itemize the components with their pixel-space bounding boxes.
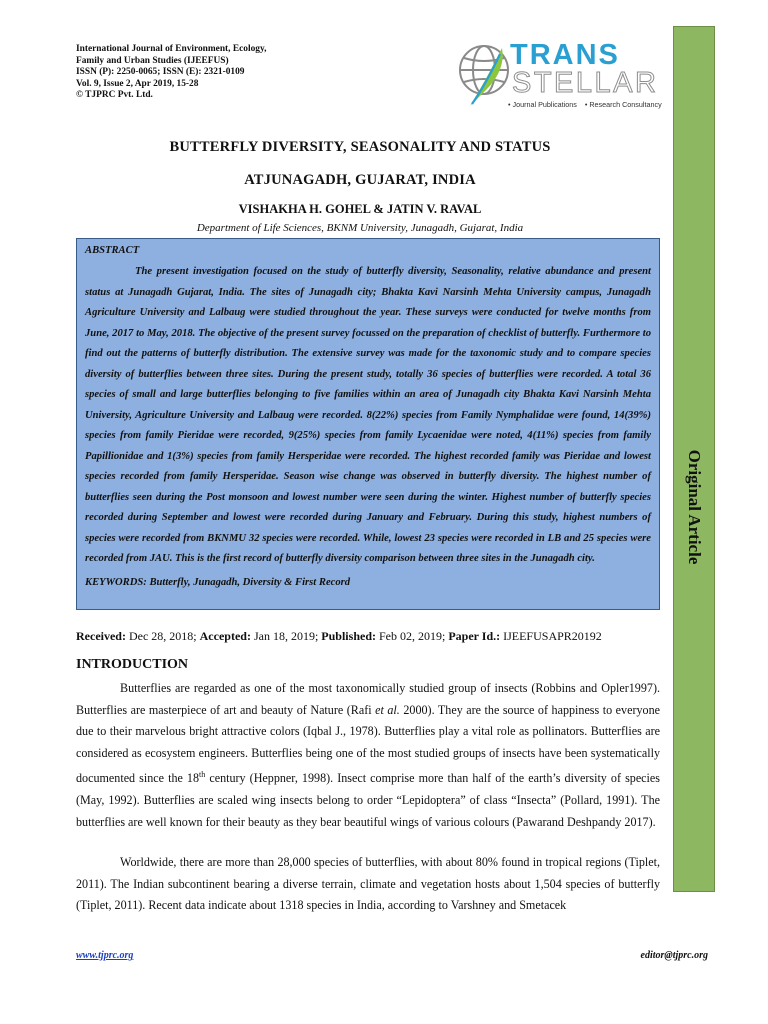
logo-tagline xyxy=(508,100,668,109)
intro-p1-superscript: th xyxy=(199,770,206,780)
logo-tag-publications: • Journal Publications xyxy=(508,100,577,109)
logo-tag-consultancy: • Research Consultancy xyxy=(584,100,662,109)
footer-email: editor@tjprc.org xyxy=(640,950,708,961)
journal-issn: ISSN (P): 2250-0065; ISSN (E): 2321-0109 xyxy=(76,67,245,78)
journal-volume: Vol. 9, Issue 2, Apr 2019, 15-28 xyxy=(76,78,199,89)
intro-paragraph-1 xyxy=(76,678,660,833)
logo-word-trans: TRANS xyxy=(510,39,620,71)
intro-p1-part-c: century (Heppner, 1998). Insect comprise more than half of the earth’s diversity of species (May, 1992). Butterflies are scaled wing insects belong to order “Lepidoptera” of class “Insecta” (Pollard, 1991). The butterflies are well known for their beauty as they bear beautiful wings of various colours (Pawarand Deshpandy 2017). xyxy=(76,771,660,829)
journal-copyright: © TJPRC Pvt. Ltd. xyxy=(76,90,153,101)
paper-title-line2: ATJUNAGADH, GUJARAT, INDIA xyxy=(244,172,476,188)
authors: VISHAKHA H. GOHEL & JATIN V. RAVAL xyxy=(238,202,482,216)
abstract-box xyxy=(76,238,660,610)
journal-info xyxy=(76,44,266,102)
transstellar-logo xyxy=(456,38,676,114)
section-heading-introduction: INTRODUCTION xyxy=(76,657,189,672)
accepted-label: Accepted: xyxy=(199,629,251,643)
paper-id-label: Paper Id.: xyxy=(448,629,501,643)
globe-leaf-icon xyxy=(456,40,512,112)
affiliation: Department of Life Sciences, BKNM University, Junagadh, Gujarat, India xyxy=(196,222,524,234)
abstract-heading: ABSTRACT xyxy=(85,245,140,256)
footer-website-link[interactable]: www.tjprc.org xyxy=(76,950,134,961)
abstract-text: The present investigation focused on the study of butterfly diversity, Seasonality, relative abundance and present status at Junagadh Gujarat, India. The sites of Junagadh city; Bhakta Kavi Narsinh Mehta University campus, Junagadh Agriculture University and Lalbaug were studied throughout the year. These surveys were conducted for twelve months from June, 2017 to May, 2018. The objective of the present survey focussed on the preparation of checklist of butterfly. Furthermore to find out the patterns of butterfly distribution. The extensive survey was made for the taxonomic study and to compare species diversity of butterflies between three sites. During the present study, totally 36 species of butterflies were recorded. A total 36 species of small and large butterflies belonging to five families within an area of Junagadh city Bhakta Kavi Narsinh Mehta University, Agriculture University and Lalbaug were recorded. 8(22%) species from Family Nymphalidae were found, 14(39%) species from family Pieridae were recorded, 9(25%) species from family Lycaenidae were noted, 4(11%) species from family Papillionidae and 1(3%) species from family Hersperidae were recorded. The highest recorded family was Pieridae and lowest species recorded from family Hersperidae. Season wise change was observed in butterfly diversity. The highest number of butterflies seen during the Post monsoon and lowest number were seen during the winter. Highest number of butterfly species recorded during September and lowest were recorded during January and February. During this study, highest numbers of species were recorded from BKNMU 32 species were recorded. While, lowest 23 species were recorded in LB and 25 species were recorded from JAU. This is the first record of butterfly diversity comparison between three sites in the Junagadh city. xyxy=(85,266,651,564)
received-label: Received: xyxy=(76,629,126,643)
journal-name-line2: Family and Urban Studies (IJEEFUS) xyxy=(76,55,229,66)
logo-word-stellar: STELLAR xyxy=(512,67,659,99)
published-date: Feb 02, 2019; xyxy=(378,629,446,643)
intro-p1-etal: et al. xyxy=(375,702,400,717)
received-date: Dec 28, 2018; xyxy=(128,629,197,643)
published-label: Published: xyxy=(321,629,376,643)
intro-p1-part-b: 2000). They are the source of happiness to everyone due to their marvelous bright attractive colors (Iqbal J., 1978). Butterflies play a vital role as pollinators. Butterflies are considered as ecosystem engineers. Butterflies being one of the most studied groups of insects have been systematically documented since the 18 xyxy=(76,702,660,786)
intro-paragraph-2: Worldwide, there are more than 28,000 species of butterflies, with about 80% found in tropical regions (Tiplet, 2011). The Indian subcontinent bearing a diverse terrain, climate and vegetation hosts about 1,504 species of butterfly (Tiplet, 2011). Recent data indicate about 1318 species in India, according to Varshney and Smetacek xyxy=(76,855,660,913)
journal-name-line1: International Journal of Environment, Ecology, xyxy=(76,44,267,54)
keywords: KEYWORDS: Butterfly, Junagadh, Diversity & First Record xyxy=(85,576,351,588)
publication-dates xyxy=(76,629,602,644)
accepted-date: Jan 18, 2019; xyxy=(253,629,319,643)
article-type-label: Original Article xyxy=(685,449,704,565)
paper-id: IJEEFUSAPR20192 xyxy=(503,629,602,643)
intro-p1-part-a: Butterflies are regarded as one of the most taxonomically studied group of insects (Robbins and Opler1997). Butterflies are masterpiece of art and beauty of Nature (Rafi xyxy=(76,681,660,717)
article-type-sidebar xyxy=(673,26,715,892)
paper-title-line1: BUTTERFLY DIVERSITY, SEASONALITY AND STATUS xyxy=(169,139,551,155)
